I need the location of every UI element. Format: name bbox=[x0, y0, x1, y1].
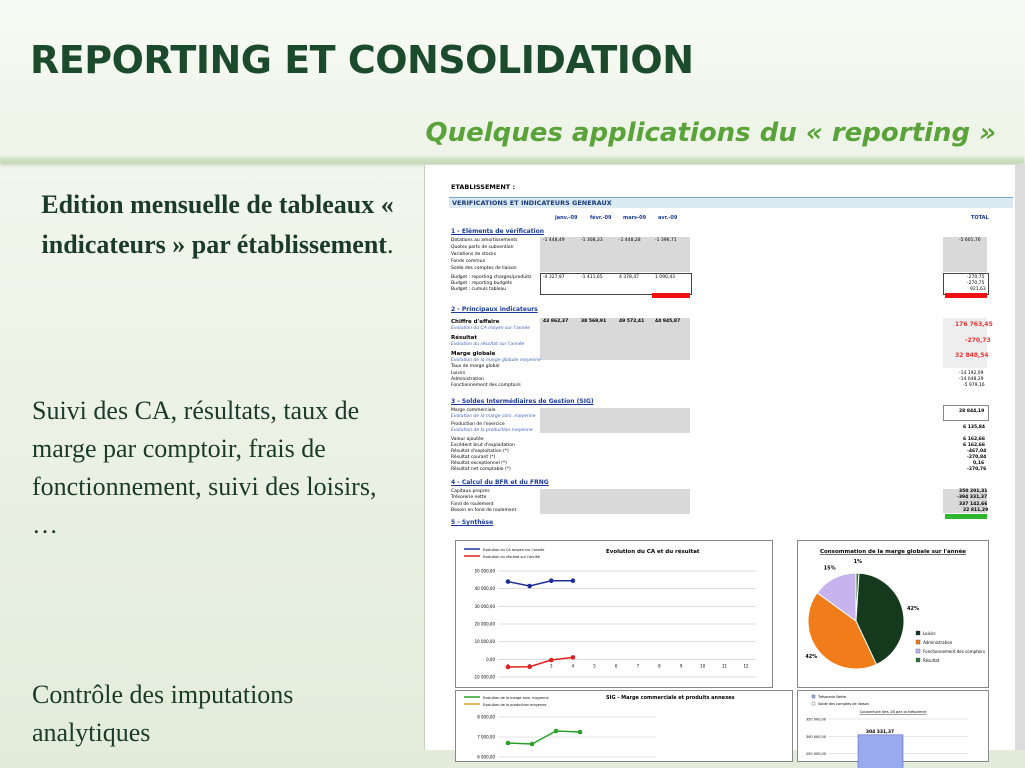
legend-label: Administration bbox=[923, 640, 953, 645]
budget-row: Budget : reporting charges/produits bbox=[451, 275, 532, 280]
ca-result-chart-svg bbox=[456, 541, 772, 687]
legend-label: Evolution de la production moyenne bbox=[483, 703, 547, 707]
legend-swatch bbox=[916, 631, 920, 635]
s2-total: -270,73 bbox=[965, 337, 991, 344]
pie-label: 15% bbox=[823, 565, 836, 572]
budget-value: -4 327,97 bbox=[543, 275, 565, 280]
section-1-title: 1 - Eléments de vérification bbox=[451, 228, 545, 235]
data-point bbox=[506, 579, 511, 584]
legend-label: Evolution de la marge com. moyenne bbox=[483, 696, 549, 700]
chart-title: Couverture des 18 par la trésorerie bbox=[859, 709, 927, 714]
s3-row: Résultat net comptable (*) bbox=[451, 467, 511, 472]
s2-total: 32 848,54 bbox=[955, 352, 989, 359]
budget-row: Budget : cumuls tableau bbox=[451, 287, 507, 292]
s3-row: Evolution de la marge com. moyenne bbox=[451, 414, 536, 419]
s3-total: 0,16 bbox=[973, 461, 985, 466]
s2-small-total: -14 048,29 bbox=[959, 377, 984, 382]
y-tick-label: 30 000,00 bbox=[474, 603, 495, 609]
s3-row: Excédent brut d'exploitation bbox=[451, 443, 515, 448]
legend-swatch bbox=[916, 658, 920, 662]
section-3-title: 3 - Soldes Intermédiaires de Gestion (SIG) bbox=[451, 398, 594, 405]
s2-row: Loisirs bbox=[451, 371, 466, 376]
slide-subtitle: Quelques applications du « reporting » bbox=[425, 118, 996, 148]
chart-title: Consommation de la marge globale sur l'année bbox=[819, 549, 967, 555]
s2-row: Chiffre d'affaire bbox=[451, 319, 500, 325]
y-tick-label: -10 000,00 bbox=[473, 674, 495, 680]
data-point bbox=[506, 665, 511, 670]
s3-row: Résultat courant (*) bbox=[451, 455, 496, 460]
data-point bbox=[506, 741, 511, 746]
header-divider bbox=[0, 157, 1024, 163]
s1-total: -5 601,76 bbox=[959, 238, 981, 243]
s4-total: -394 331,37 bbox=[957, 495, 988, 500]
col-header-total: TOTAL bbox=[971, 215, 989, 221]
s1-row: Quotes parts de subvention bbox=[451, 245, 514, 250]
legend-label: Solde des comptes de liaison bbox=[818, 702, 870, 706]
section-4-title: 4 - Calcul du BFR et du FRNG bbox=[451, 479, 549, 486]
legend-label: Trésorerie Nette bbox=[818, 695, 846, 699]
s3-row: Production de l'exercice bbox=[451, 422, 505, 427]
s2-total: 176 763,45 bbox=[955, 321, 993, 328]
s1-row: Variations de stocks bbox=[451, 252, 497, 257]
s1-value: -1 308,33 bbox=[581, 238, 603, 243]
s1-row: Dotations au amortissements bbox=[451, 238, 518, 243]
paragraph-2: Contrôle des imputations analytiques bbox=[32, 680, 294, 747]
data-point bbox=[549, 578, 554, 583]
legend-swatch bbox=[812, 695, 815, 698]
s2-row: Administration bbox=[451, 377, 484, 382]
data-point bbox=[578, 730, 583, 735]
s4-ok-cell bbox=[945, 514, 987, 519]
budget-value: -1 411,65 bbox=[581, 275, 603, 280]
x-tick-label: 11 bbox=[721, 663, 727, 669]
s1-value: -1 448,28 bbox=[619, 238, 641, 243]
s2-row: Résultat bbox=[451, 335, 478, 341]
paragraph-1: Suivi des CA, résultats, taux de marge par comptoir, frais de fonctionnement, suivi des loisirs, … bbox=[32, 396, 377, 539]
y-tick-label: 20 000,00 bbox=[474, 621, 495, 627]
s4-values-band bbox=[540, 489, 690, 514]
s2-small-total: -14 192,09 bbox=[959, 371, 984, 376]
treasury-chart-svg bbox=[798, 691, 988, 761]
pie-label: 1% bbox=[853, 559, 863, 566]
col-header: avr.-09 bbox=[658, 215, 678, 221]
s2-row: Fonctionnement des comptoirs bbox=[451, 383, 521, 388]
s3-total: 28 844,19 bbox=[959, 409, 985, 414]
data-point bbox=[571, 655, 576, 660]
s2-ca-value: 38 569,91 bbox=[581, 319, 607, 324]
s2-ca-value: 43 862,37 bbox=[543, 319, 569, 324]
section-2-title: 2 - Principaux indicateurs bbox=[451, 306, 538, 313]
s3-row: Résultat exceptionnel (*) bbox=[451, 461, 507, 466]
s2-row: Marge globale bbox=[451, 351, 496, 357]
y-tick-label: 350 000,00 bbox=[805, 717, 826, 722]
margin-pie-chart-svg bbox=[798, 541, 988, 687]
series-line bbox=[508, 731, 580, 744]
budget-value: 4 378,47 bbox=[619, 275, 640, 280]
bar-label: 304 331,37 bbox=[865, 729, 895, 735]
budget-total-alert-cell bbox=[945, 293, 987, 298]
budget-row: Budget : reporting budgets bbox=[451, 281, 512, 286]
s1-value: -1 448,49 bbox=[543, 238, 565, 243]
left-heading-bold: Edition mensuelle de tableaux « indicateurs » par établissement bbox=[41, 190, 394, 259]
legend-swatch bbox=[916, 640, 920, 644]
chart-title: SIG - Marge commerciale et produits annexes bbox=[606, 695, 735, 701]
s2-row: Evolution du résultat sur l'année bbox=[451, 342, 525, 347]
s3-row: Marge commerciale bbox=[451, 408, 496, 413]
sig-chart bbox=[455, 690, 793, 762]
y-tick-label: 0,00 bbox=[486, 656, 495, 662]
pie-label: 42% bbox=[805, 653, 818, 660]
s3-row: Evolution de la production moyenne bbox=[451, 428, 533, 433]
y-tick-label: 40 000,00 bbox=[474, 586, 495, 592]
section-5-title: 5 - Synthèse bbox=[451, 519, 494, 526]
report-scroll-edge bbox=[1015, 165, 1025, 750]
y-tick-label: 50 000,00 bbox=[474, 568, 495, 574]
s1-row: Solde des comptes de liaison bbox=[451, 266, 517, 271]
s4-total: 22 811,29 bbox=[963, 508, 989, 513]
s3-total: 6 135,84 bbox=[963, 425, 986, 430]
budget-total: -270,75 bbox=[967, 281, 985, 286]
x-tick-label: 4 bbox=[571, 663, 575, 669]
s4-total: 350 201,31 bbox=[959, 489, 988, 494]
slide-title: REPORTING ET CONSOLIDATION bbox=[30, 38, 694, 82]
col-header: févr.-09 bbox=[590, 215, 612, 221]
report-screenshot bbox=[424, 165, 1025, 760]
s3-values-band bbox=[540, 408, 690, 433]
x-tick-label: 8 bbox=[658, 663, 661, 669]
s3-total: 6 162,66 bbox=[963, 437, 986, 442]
legend-swatch bbox=[812, 702, 815, 705]
x-tick-label: 9 bbox=[679, 663, 683, 669]
col-header: janv.-09 bbox=[555, 215, 578, 221]
legend-label: Evolution du résultat sur l'année bbox=[483, 555, 540, 559]
legend-label: Fonctionnement des comptoirs bbox=[923, 649, 986, 654]
treasury-chart bbox=[797, 690, 989, 762]
s4-row: Trésorerie nette bbox=[451, 495, 487, 500]
s3-total: -270,84 bbox=[967, 455, 987, 460]
col-header: mars-09 bbox=[623, 215, 647, 221]
y-tick-label: 7 000,00 bbox=[477, 734, 495, 740]
s2-ca-value: 49 572,41 bbox=[619, 319, 645, 324]
data-point bbox=[571, 578, 576, 583]
data-point bbox=[527, 584, 532, 589]
s3-total: -270,76 bbox=[967, 467, 987, 472]
s4-row: Besoin en fond de roulement bbox=[451, 508, 517, 513]
left-heading bbox=[20, 185, 415, 265]
sig-chart-svg bbox=[456, 691, 792, 761]
series-line bbox=[508, 657, 573, 667]
s2-values-band bbox=[540, 318, 690, 360]
margin-pie-chart bbox=[797, 540, 989, 688]
report-banner: VERIFICATIONS ET INDICATEURS GENERAUX bbox=[449, 197, 1013, 208]
legend-label: Loisirs bbox=[923, 631, 936, 636]
report-etablissement: ETABLISSEMENT : bbox=[451, 183, 516, 191]
budget-alert-cell bbox=[652, 293, 690, 298]
budget-total: 921,63 bbox=[970, 287, 986, 292]
s1-value: -1 396,71 bbox=[655, 238, 677, 243]
legend-label: Evolution du CA moyen sur l'année bbox=[483, 548, 545, 552]
y-tick-label: 8 000,00 bbox=[477, 714, 495, 720]
left-heading-end: . bbox=[386, 230, 394, 259]
x-tick-label: 10 bbox=[700, 663, 706, 669]
s4-row: Capitaux propres bbox=[451, 489, 490, 494]
data-point bbox=[527, 664, 532, 669]
x-tick-label: 5 bbox=[593, 663, 596, 669]
series-line bbox=[508, 581, 573, 586]
s2-small-total: -5 979,16 bbox=[963, 383, 985, 388]
x-tick-label: 12 bbox=[743, 663, 749, 669]
y-tick-label: 10 000,00 bbox=[474, 639, 495, 645]
s4-total: 337 142,66 bbox=[959, 502, 988, 507]
data-point bbox=[549, 658, 554, 663]
chart-title: Evolution du CA et du résultat bbox=[606, 549, 700, 555]
x-tick-label: 7 bbox=[636, 663, 640, 669]
y-tick-label: 6 000,00 bbox=[477, 754, 495, 760]
s2-row: Evolution du CA moyen sur l'année bbox=[451, 326, 531, 331]
pie-label: 42% bbox=[906, 606, 919, 613]
s2-row: Taux de marge global bbox=[451, 364, 500, 369]
x-tick-label: 3 bbox=[549, 663, 553, 669]
budget-total: -270,75 bbox=[967, 275, 985, 280]
budget-value: 1 090,43 bbox=[655, 275, 676, 280]
legend-swatch bbox=[916, 649, 920, 653]
s2-ca-value: 44 945,87 bbox=[655, 319, 681, 324]
x-tick-label: 6 bbox=[614, 663, 618, 669]
data-point bbox=[530, 742, 535, 747]
s1-row: Fonds commun bbox=[451, 259, 486, 264]
s3-total: -467,04 bbox=[967, 449, 987, 454]
s3-row: Valeur ajoutée bbox=[451, 437, 484, 442]
y-tick-label: 250 000,00 bbox=[805, 752, 826, 757]
bar bbox=[858, 735, 903, 768]
s3-total: 6 162,66 bbox=[963, 443, 986, 448]
data-point bbox=[554, 729, 559, 734]
s2-row: Evolution de la marge globale moyenne bbox=[451, 358, 541, 363]
s3-row: Résultat d'exploitation (*) bbox=[451, 449, 509, 454]
s4-row: Fond de roulement bbox=[451, 502, 494, 507]
legend-label: Résultat bbox=[923, 658, 940, 663]
ca-result-chart bbox=[455, 540, 773, 688]
y-tick-label: 300 000,00 bbox=[805, 734, 826, 739]
